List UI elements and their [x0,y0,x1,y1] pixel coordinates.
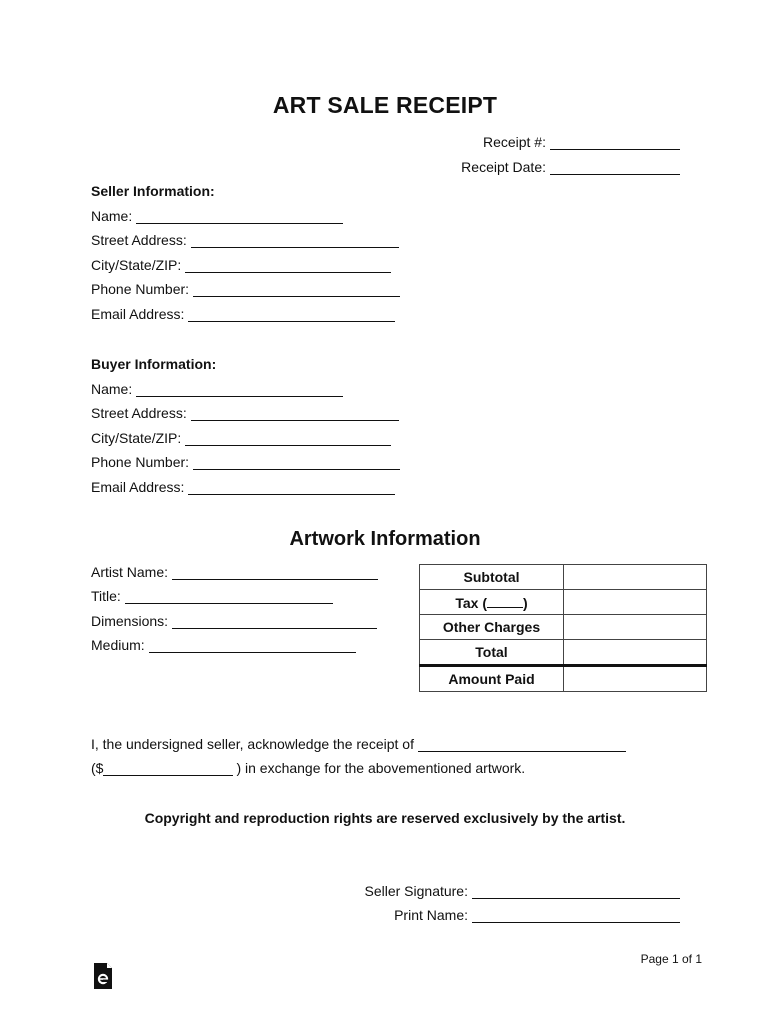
artist-name-field[interactable] [172,566,378,580]
amount-field[interactable] [103,762,233,776]
receipt-number-label: Receipt #: [482,134,546,150]
tax-value-cell[interactable] [564,590,707,615]
seller-email-line [91,306,395,322]
acknowledgement-line-2 [91,760,525,776]
title-line [91,588,333,604]
buyer-city-line [91,430,391,446]
subtotal-row [420,565,707,590]
seller-street-label: Street Address: [91,232,187,248]
seller-city-line [91,257,391,273]
receipt-date-line [461,159,680,175]
acknowledgement-text-2: ) in exchange for the abovementioned artwork. [236,760,526,776]
medium-label: Medium: [91,637,145,653]
seller-phone-field[interactable] [193,283,400,297]
acknowledgement-line-1 [91,736,626,752]
buyer-name-field[interactable] [136,383,343,397]
seller-name-field[interactable] [136,210,343,224]
copyright-notice: Copyright and reproduction rights are reserved exclusively by the artist. [144,810,626,826]
seller-signature-label: Seller Signature: [364,883,468,899]
seller-heading: Seller Information: [91,183,215,199]
seller-street-line [91,232,399,248]
seller-phone-line [91,281,400,297]
seller-city-field[interactable] [185,259,391,273]
buyer-street-label: Street Address: [91,405,187,421]
seller-phone-label: Phone Number: [91,281,190,297]
dimensions-line [91,613,377,629]
receipt-date-field[interactable] [550,161,680,175]
medium-line [91,637,356,653]
subtotal-label: Subtotal [420,565,564,590]
seller-email-field[interactable] [188,308,395,322]
buyer-city-field[interactable] [185,432,391,446]
medium-field[interactable] [149,639,356,653]
buyer-name-line [91,381,343,397]
seller-name-label: Name: [91,208,133,224]
buyer-name-label: Name: [91,381,133,397]
dimensions-label: Dimensions: [91,613,169,629]
other-charges-value-cell[interactable] [564,615,707,640]
amount-paid-value-cell[interactable] [564,666,707,692]
amount-paid-row [420,666,707,692]
seller-street-field[interactable] [191,234,399,248]
other-charges-label: Other Charges [420,615,564,640]
amount-paid-label: Amount Paid [420,666,564,692]
buyer-email-line [91,479,395,495]
receipt-number-field[interactable] [550,136,680,150]
print-name-label: Print Name: [394,907,468,923]
buyer-city-label: City/State/ZIP: [91,430,182,446]
item-received-field[interactable] [418,738,626,752]
tax-row [420,590,707,615]
tax-rate-field[interactable] [487,594,523,608]
buyer-email-field[interactable] [188,481,395,495]
buyer-phone-line [91,454,400,470]
buyer-email-label: Email Address: [91,479,185,495]
seller-name-line [91,208,343,224]
buyer-heading: Buyer Information: [91,356,217,372]
total-label: Total [420,640,564,666]
acknowledgement-text-1: I, the undersigned seller, acknowledge the receipt of [91,736,414,752]
seller-signature-field[interactable] [472,885,680,899]
dimensions-field[interactable] [172,615,377,629]
subtotal-value-cell[interactable] [564,565,707,590]
buyer-phone-label: Phone Number: [91,454,190,470]
print-name-line [394,907,680,923]
tax-label-prefix: Tax ( [455,594,487,611]
title-label: Title: [91,588,121,604]
artist-name-line [91,564,378,580]
tax-label [420,590,564,615]
print-name-field[interactable] [472,909,680,923]
buyer-phone-field[interactable] [193,456,400,470]
receipt-date-label: Receipt Date: [461,159,546,175]
artwork-heading: Artwork Information [289,528,481,550]
artist-name-label: Artist Name: [91,564,169,580]
seller-signature-line [364,883,680,899]
seller-city-label: City/State/ZIP: [91,257,182,273]
total-row [420,640,707,666]
receipt-number-line [483,134,680,150]
page-number: Page 1 of 1 [640,952,702,966]
acknowledgement-dollar-prefix: ($ [91,760,104,776]
eforms-logo-icon [93,962,113,990]
seller-email-label: Email Address: [91,306,185,322]
totals-table [419,564,707,692]
tax-label-suffix: ) [522,594,528,611]
document-title: ART SALE RECEIPT [272,92,498,118]
buyer-street-field[interactable] [191,407,399,421]
total-value-cell[interactable] [564,640,707,666]
title-field[interactable] [125,590,333,604]
other-charges-row [420,615,707,640]
buyer-street-line [91,405,399,421]
